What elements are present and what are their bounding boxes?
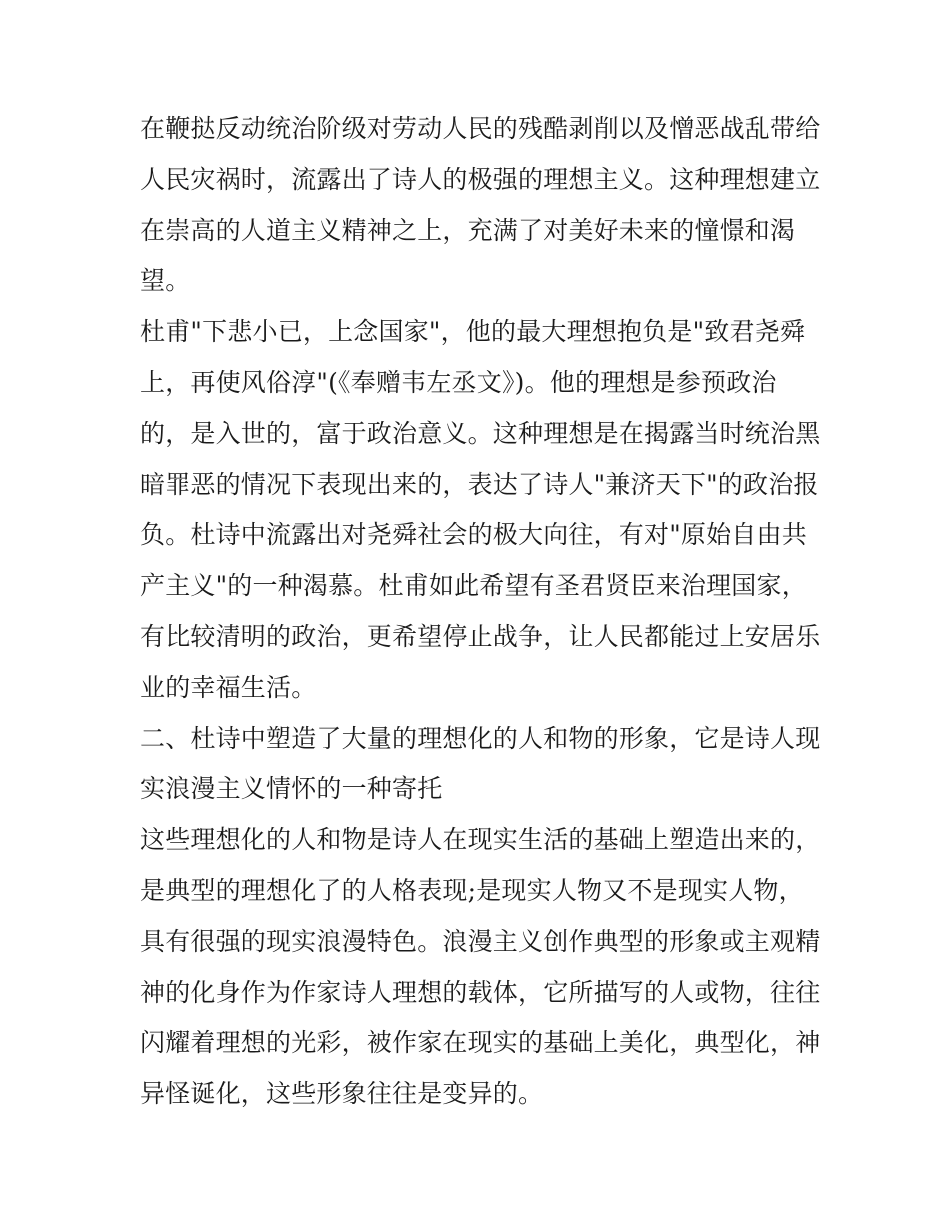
text-line: 具有很强的现实浪漫特色。浪漫主义创作典型的形象或主观精 [140,926,821,956]
text-line: 是典型的理想化了的人格表现;是现实人物又不是现实人物， [140,875,804,905]
text-line: 神的化身作为作家诗人理想的载体，它所描写的人或物，往往 [140,977,821,1007]
text-line: 异怪诞化，这些形象往往是变异的。 [140,1079,544,1109]
text-line: 望。 [140,266,191,296]
text-line: 这些理想化的人和物是诗人在现实生活的基础上塑造出来的， [140,825,821,855]
text-line: 产主义"的一种渴慕。杜甫如此希望有圣君贤臣来治理国家， [140,571,807,601]
text-line: 杜甫"下悲小已，上念国家"，他的最大理想抱负是"致君尧舜 [140,317,806,347]
text-line: 上，再使风俗淳"(《奉赠韦左丞文》)。他的理想是参预政治 [140,367,777,397]
text-line: 业的幸福生活。 [140,672,317,702]
text-line: 暗罪恶的情况下表现出来的，表达了诗人"兼济天下"的政治报 [140,469,819,499]
text-line: 的，是入世的，富于政治意义。这种理想是在揭露当时统治黑 [140,418,821,448]
text-line: 在崇高的人道主义精神之上，充满了对美好未来的憧憬和渴 [140,215,796,245]
text-line: 负。杜诗中流露出对尧舜社会的极大向往，有对"原始自由共 [140,520,807,550]
document-body [140,104,820,1120]
text-line: 人民灾祸时，流露出了诗人的极强的理想主义。这种理想建立 [140,164,821,194]
text-line: 在鞭挞反动统治阶级对劳动人民的残酷剥削以及憎恶战乱带给 [140,114,821,143]
text-line: 有比较清明的政治，更希望停止战争，让人民都能过上安居乐 [140,621,821,651]
section-heading-line: 二、杜诗中塑造了大量的理想化的人和物的形象，它是诗人现 [140,723,821,753]
text-line: 闪耀着理想的光彩，被作家在现实的基础上美化，典型化，神 [140,1028,821,1058]
section-heading-line: 实浪漫主义情怀的一种寄托 [140,774,443,804]
